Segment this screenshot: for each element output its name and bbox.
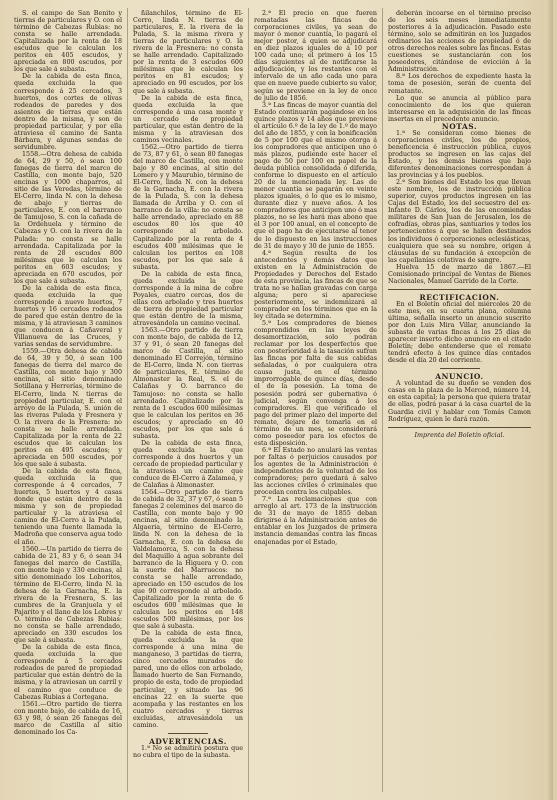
paragraph: ñilanchilos, término de El-Cerro, linda N. tierras de particulares, E. la rivera de la Pulada, S. la misma rivera y tierras de particulares y O. la rivera de la Fresnera: no consta se halle arrendado. Capitalizado por la renta de 3 escudos 600 milésimas que le calculan los peritos en 81 escudos; y apreciado en 90 escudos, por los que sale á subasta.: [133, 10, 243, 95]
paragraph: 1560.—Un partido de tierra de cabida de 21, 83 y 6, ó sean 34 fanegas del marco de Castilla, con monte bajo y 330 encinas, al sitio denominado los Loboritos, término de El-Cerro, linda N. la dehesa de la Garnacha, E. la rivera de la Fresnera, S. las cumbres de la Granjuela y el Pajarito y el llano de los Lobres y O. término de Cabezas Rubias: no consta se halle arrendado, apreciado en 330 escudos los que sale á subasta.: [14, 545, 122, 645]
paragraph: S. el campo de San Benito y tierras de particulares y O. con el término de Cabezas Rubias: no consta se halle arrendada. Capitalizada por la renta de 18 escudos que le calculan los peritos en 405 escudos, y apreciada en 800 escudos, por los que sale á subasta.: [14, 10, 122, 74]
paragraph: 1559.—Otra dehesa de cabida de 64, 39 y 50, ó sean 100 fanegas de tierra del marco de Castilla, con monte bajo y 300 encinas, al sitio denominado Sotillana y Herrerías, término de El-Cerro, linda N. tierras de propiedad particular, E. con el arroyo de la Pulada, S. unión de las riveras Pulada y Fresnera y O. la rivera de la Fresnera: no consta se halle arrendada. Capitalizada por la renta de 22 escudos que le calculan los peritos en 495 escudos; y apreciada en 500 escudos, por los que sale á subasta.: [14, 348, 122, 468]
paragraph: 4.ª Según resulta de los antecedentes y demás datos que existen en la Administración de Propiedades y Derechos del Estado de esta provincia, las fincas de que se trata no se hallan gravadas con carga alguna; pero si apareciese posteriormente, se indemnizará al comprador en los términos que en la ley citada se determina.: [254, 249, 377, 321]
paragraph: De la cabida de esta finca, queda excluida la que corresponde á 4 cercados, 7 huertos, 5 huertos y 4 casas donde que están dentro de la misma y son de propiedad particular y la atraviesa el camino de El-Cerro á la Pulada, teniendo una fuente llamada la Madroña que conserva agua todo el año.: [14, 468, 122, 546]
advertencias-heading: ADVERTENCIAS.: [149, 736, 227, 746]
paragraph: De la cabida de esta finca, queda excluida la que corresponde á una mina de manganeso, 3 partidas de tierra, cinco cercados murados de pared, uno de ellos con arbolado, llamado huerto de San Fernando, propio de esta, todo de propiedad particular, y situado las 96 encinas 22 en la suerte que acompaña y las restantes en los cuatro cercados y tierras excluidas, atravesándola un camino.: [133, 630, 243, 729]
column-divider: [382, 8, 383, 792]
paragraph: De la cabida de esta finca, queda excluida la que corresponde á 5 cercados rodeados de pared de propiedad particular que están dentro de la misma, y la atraviesan un carril y el camino que conduce de Cabezas Rubias á Cortegana.: [14, 644, 122, 701]
paragraph: deberán incoarse en el término preciso de los seis meses inmediatamente posteriores á la adjudicación. Pasado este término, solo se admitirán en los Juzgados ordinarios las acciones de propiedad ó de otros derechos reales sobre las fincas. Estas cuestiones se sustanciarán con los poseedores, citándose de evicción á la Administración.: [388, 10, 531, 74]
paragraph: 7.ª Las reclamaciones que con arreglo al art. 173 de la instrucción de 31 de mayo de 1855 deban dirigirse á la Administración antes de entablar en los Juzgados de primera instancia demandas contra las fincas enajenadas por el Estado,: [254, 496, 377, 546]
column-2: [133, 10, 243, 792]
paragraph: A voluntad de su dueño se venden dos casas en la plaza de la Merced, número 14, en esta capital; la persona que quiera tratar de ellas, podrá pasar á la casa cuartel de la Guardia civil y hablar con Tomás Camon Rodríguez, quien le dará razón.: [388, 380, 531, 423]
section-divider: [440, 368, 480, 369]
paragraph: De la cabida de esta finca, queda excluida la que corresponde á nueve huertos, 7 huertos y 16 cercados rodeados de pared que están dentro de la misma, y la atraviesan 3 caminos que conducen á Cañaveral y Villanueva de las Cruces, y varias sendas de servidumbre.: [14, 284, 122, 349]
signature-line: Huelva 15 de marzo de 1867.—El Comisionado principal de Ventas de Bienes Nacionales, Manuel Garrido de la Corte.: [388, 263, 531, 285]
paragraph: 5.ª Los compradores de bienes comprendidos en las leyes de desamortización, solo podrán reclamar por los desperfectos que con posterioridad á la tasación sufran las fincas por falta de sus cabidas señaladas, ó por cualquiera otra causa justa, en el término improrrogable de quince días, desde el de la posesión. La toma de posesión podrá ser gubernativa ó judicial, según convenga á los compradores. El que verificado el pago del primer plazo del importe del remate, dejare de tomarla en el término de un mes, se considerará como poseedor para los efectos de esta disposición.: [254, 320, 377, 447]
paragraph: 2.ª Son bienes del Estado los que llevan este nombre, los de instrucción pública superior, cuyos productos ingresen en las Cajas del Estado, los del secuestro del ex-Infante D. Cárlos, los de las encomiendas militares de San Juan de Jerusalen, los de cofradías, obras pías, santuarios y todos los pertenecientes á que se hallen destinados los individuos ó corporaciones eclesiásticas, cualquiera que sea su nombre, origen á cláusulas de su fundación á excepción de las capellanías colativas de sangre.: [388, 179, 531, 264]
column-1: [14, 10, 122, 792]
section-divider: [168, 733, 208, 734]
column-4: [388, 10, 531, 792]
page-edge-shadow: [547, 0, 553, 800]
paragraph: En el Boletín oficial del miércoles 20 de este mes, en su cuarta plana, columna última, señalla inserto un anuncio suscrito por don Luis Mira Villar, anunciando la subasta de varias fincas á los 25 días de aparecer inserto dicho anuncio en el citado Boletín; debe entenderse que el remate tendrá efecto á los quince días contados desde el día 20 del corriente.: [388, 300, 531, 365]
section-divider: [388, 427, 531, 428]
imprint: Imprenta del Boletín oficial.: [414, 431, 505, 439]
paragraph: De la cabida de esta finca, queda excluida la que corresponde á dos huertos y un cercado de propiedad particular y la atraviesa un camino que conduce de El-Cerro á Zalamea, y de Calañas á Almonaster.: [133, 439, 243, 490]
column-3: [254, 10, 377, 792]
anuncio-heading: ANUNCIO.: [435, 372, 484, 382]
section-divider: [388, 289, 531, 290]
notas-heading: NOTAS.: [441, 121, 478, 131]
paragraph: 1563.—Otro partido de tierra con monte bajo, de cabida de 12, 37 y 91, ó sean 20 fanegas del marco de Castilla, al sitio denominado El Correjón, término de El-Cerro, linda N. con tierras de particulares, E. término de Almonaster la Real, S. el de Calañas y O. barranco de Tamujoso: no consta se halle arrendado. Capitalizado por la renta de 1 escudos 600 milésimas que le calculan los peritos en 36 escudos; y apreciado en 40 escudos, por los que sale á subasta.: [133, 327, 243, 440]
rectificacion-heading: RECTIFICACION.: [419, 292, 500, 302]
paragraph: 1561.—Otro partido de tierra con monte bajo, de cabida de 16, 63 y 98, ó sean 26 fanegas del marco de Castilla al sitio denominado los Ca-: [14, 700, 122, 736]
paragraph: 2.ª El precio en que fueren rematadas las fincas de corporaciones civiles, ya sean de mayor ó menor cuantía, lo pagará el mejor postor, á quien se adjudicará en diez plazos iguales de á 10 por 100 cada uno; el primero á los 15 días siguientes al de notificarse la adjudicación, y los restantes con el intervalo de un año cada uno para que en nueve puede cubierto su valor, según se previene en la ley de once de julio de 1856.: [254, 10, 377, 102]
column-divider: [248, 8, 249, 792]
paragraph: De la cabida de esta finca, queda excluida la que corresponde á la mina de cobre Poyales, cuatro cercas, dos de ellas con arbolado y tres huertos de tierra de propiedad particular que están dentro de la misma, atravesándola un camino vecinal.: [133, 270, 243, 328]
paragraph: 3.ª Las fincas de mayor cuantía del Estado continuarán pagándose en los quince plazos y 14 años que previene el artículo 6.º de la ley de 1.º de mayo del año de 1855, y con la bonificación de 5 por 100 que el mismo otorga á los compradores que anticipen uno ó más plazos, pudiendo este hacer el pago de 50 por 100 en papel de la deuda pública consolidada ó diferida, conforme lo dispuesto en el artículo 20 de la mencionada ley. Las de menor cuantía se pagarán en veinte plazos iguales, ó lo que es lo mismo, durante diez y nueve años. A los compradores que anticipen uno ó mas plazos, no se les hará mas abono que el 3 por 100 anual, en el concepto de que el pago ha de ejecutarse al tenor de lo dispuesto en las instrucciones de 31 de mayo y 30 de junio de 1855.: [254, 101, 377, 250]
paragraph: 8.ª Los derechos de expediente hasta la toma de posesión, serán de cuenta del rematante.: [388, 73, 531, 95]
paragraph: 1562.—Otro partido de tierra de 73, 87 y 61, ó sean 80 fanegas del marco de Castilla, con monte bajo y 80 encinas, al sitio del Lomero y y Maurubio, término de El-Cerro, linda N. con la dehesa de la Garnacha, E. con la rivera de la Pulada, S. con la dehesa llamada de Arriba y O. con el barranco de la villa: no consta se halle arrendado, apreciado en 88 escudos 80 los que 40 corresponde al arbolado. Capitalizado por la renta de 4 escudos 400 milésimas que le calculan los peritos en 108 escudos, por los que sale á subasta.: [133, 143, 243, 271]
paragraph: 1558.—Otra dehesa de cabida de 64, 29 y 50, ó sean 100 fanegas de tierra del marco de Castilla, con monte bajo, 520 encinas y 1000 chaparros, al sitio de las Veredas, término de El-Cerro, linda N. con la dehesa de abajo y tierras de particulares, E. con el barranco de Tamujoso, S. con la cañada de la Ordehuela y término de Cabezas y O. con la rivera de la Pulada: no consta se halle arrendada. Capitalizada por la renta de 28 escudos 800 milésimas que le calculan los peritos en 603 escudos; y apreciada en 670 escudos, por los que sale á subasta.: [14, 150, 122, 285]
paragraph: 1.ª Se consideran como bienes de corporaciones civiles, los de propios, beneficencia é instrucción pública, cuyos productos se ingresen en las cajas del Estado, y los demás bienes que bajo diferentes denominaciones correspondan á las provincias y á los pueblos.: [388, 129, 531, 180]
paragraph: Lo que se anuncia al público para conocimiento de los que quieran interesarse en la adquisición de las fincas insertas en el precedente anuncio.: [388, 94, 531, 123]
paragraph: 6.ª El Estado no anulará las ventas por faltas ó perjuicios causados por los agentes de la Administración é independientes de la voluntad de los compradores; pero quedará á salvo las acciones civiles ó criminales que procedan contra los culpables.: [254, 446, 377, 497]
paragraph: De la cabida de esta finca, queda excluida la que corresponde á una casa monte y un cercado de propiedad particular, que están dentro de la misma y la atraviesan dos caminos vecinales.: [133, 94, 243, 144]
column-divider: [127, 8, 128, 792]
paragraph: 1.ª No se admitirá postura que no cubra el tipo de la subasta.: [133, 744, 243, 759]
paragraph: De la cabida de esta finca, queda excluida la que corresponde á 25 cercados, 3 huertos, dos cortes de olivas rodeados de paredes y dos asientos de tierras que están dentro de la misma, y son de propiedad particular, y por ella atraviesa el camino de Santa Bárbara, y algunas sendas de servidumbre.: [14, 73, 122, 151]
paragraph: 1564.—Otro partido de tierra de cabida de 32, 37 y 67, ó sean 5 fanegas 2 celemines del marco de Castilla, con monte bajo y 90 encinas, al sitio denominado la Algaeria, término de El-Cerro, linda N. con la dehesa de la Garnacha, E. con la dehesa de Valdelamorca, S. con la dehesa del Maquillo á agua sobrante del barranco de la Higuera y O. con la suerte del Marruecos: no consta se halle arrendado, apreciado en 150 escudos de los que 90 corresponde al arbolado. Capitalizado por la renta de 6 escudos 600 milésimas que le calculan los peritos en 148 escudos 500 milésimas, por los que sale á subasta.: [133, 489, 243, 631]
